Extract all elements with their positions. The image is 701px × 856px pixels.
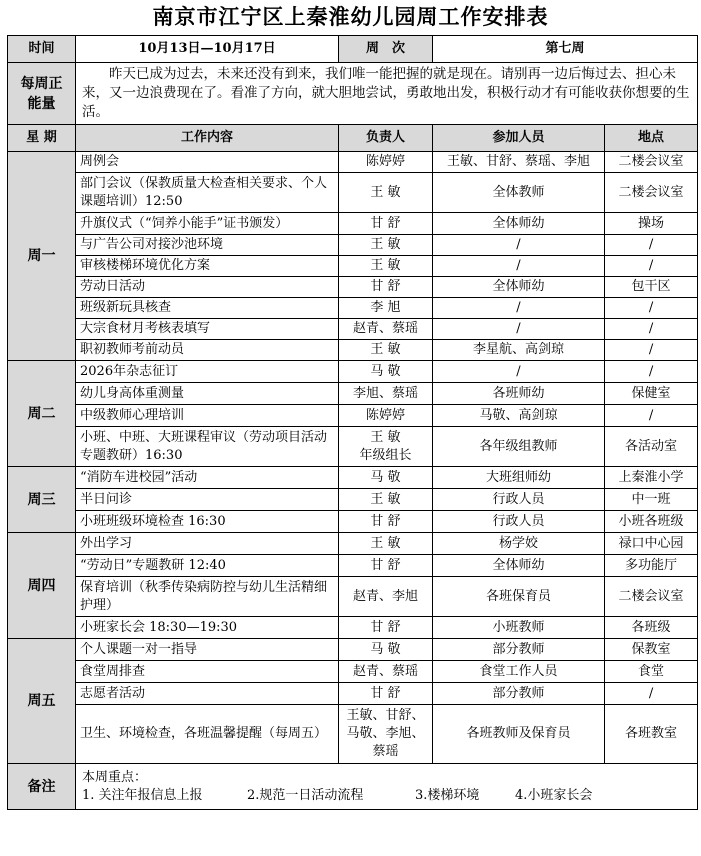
task-location: 二楼会议室 <box>605 173 698 213</box>
notes-item: 2.规范一日活动流程 <box>247 787 364 803</box>
task-location: / <box>605 361 698 383</box>
table-row <box>8 683 698 705</box>
motto-label: 每周正能量 <box>8 63 76 125</box>
col-day: 星 期 <box>8 125 76 152</box>
task-owner: 甘 舒 <box>339 511 433 533</box>
table-row <box>8 213 698 235</box>
task-owner: 李 旭 <box>339 298 433 319</box>
task-location: 包干区 <box>605 277 698 298</box>
task-participants: / <box>433 235 605 256</box>
task-participants: 部分教师 <box>433 683 605 705</box>
task-participants: 全体师幼 <box>433 555 605 577</box>
task-owner: 赵青、李旭 <box>339 577 433 617</box>
task-content: 升旗仪式（“饲养小能手”证书颁发） <box>76 213 339 235</box>
task-participants: 小班教师 <box>433 617 605 639</box>
notes-label: 备注 <box>8 764 76 810</box>
task-participants: 全体教师 <box>433 173 605 213</box>
task-participants: / <box>433 361 605 383</box>
table-row <box>8 173 698 213</box>
motto-text: 昨天已成为过去，未来还没有到来，我们唯一能把握的就是现在。请别再一边后悔过去、担心未来，又一边浪费现在了。看准了方向，就大胆地尝试，勇敢地出发，积极行动才有可能收获你想要的生活。 <box>76 63 698 125</box>
task-owner: 赵青、蔡瑶 <box>339 661 433 683</box>
table-row <box>8 152 698 173</box>
task-content: 保育培训（秋季传染病防控与幼儿生活精细护理） <box>76 577 339 617</box>
task-participants: 王敏、甘舒、蔡瑶、李旭 <box>433 152 605 173</box>
task-owner: 王 敏 <box>339 533 433 555</box>
col-owner: 负责人 <box>339 125 433 152</box>
task-participants: 全体师幼 <box>433 277 605 298</box>
table-row <box>8 617 698 639</box>
table-row <box>8 298 698 319</box>
task-location: / <box>605 683 698 705</box>
notes-item: 3.楼梯环境 <box>415 787 480 803</box>
task-owner: 甘 舒 <box>339 213 433 235</box>
task-owner: 赵青、蔡瑶 <box>339 319 433 340</box>
task-location: 操场 <box>605 213 698 235</box>
task-owner: 甘 舒 <box>339 683 433 705</box>
task-location: 保教室 <box>605 639 698 661</box>
task-location: 禄口中心园 <box>605 533 698 555</box>
task-content: 卫生、环境检查，各班温馨提醒（每周五） <box>76 705 339 764</box>
task-participants: 食堂工作人员 <box>433 661 605 683</box>
task-participants: 马敬、高剑琼 <box>433 405 605 427</box>
task-content: 审核楼梯环境优化方案 <box>76 256 339 277</box>
task-location: / <box>605 319 698 340</box>
task-participants: 行政人员 <box>433 511 605 533</box>
task-content: 外出学习 <box>76 533 339 555</box>
task-owner: 甘 舒 <box>339 555 433 577</box>
notes-row <box>8 764 698 810</box>
table-row <box>8 340 698 361</box>
notes-item: 4.小班家长会 <box>515 787 593 803</box>
table-row <box>8 533 698 555</box>
col-content: 工作内容 <box>76 125 339 152</box>
task-content: 个人课题一对一指导 <box>76 639 339 661</box>
task-owner: 王敏、甘舒、马敬、李旭、蔡瑶 <box>339 705 433 764</box>
task-content: 小班班级环境检查 16:30 <box>76 511 339 533</box>
task-owner: 陈婷婷 <box>339 405 433 427</box>
table-row <box>8 577 698 617</box>
task-owner: 王 敏 <box>339 489 433 511</box>
task-location: 小班各班级 <box>605 511 698 533</box>
day-label: 周四 <box>8 533 76 639</box>
schedule-table <box>7 35 698 810</box>
task-location: 二楼会议室 <box>605 152 698 173</box>
table-row <box>8 705 698 764</box>
task-content: 劳动日活动 <box>76 277 339 298</box>
header-row <box>8 36 698 63</box>
page-title: 南京市江宁区上秦淮幼儿园周工作安排表 <box>152 4 549 29</box>
table-row <box>8 235 698 256</box>
task-location: 各活动室 <box>605 427 698 467</box>
task-participants: 李星航、高剑琼 <box>433 340 605 361</box>
task-location: 中一班 <box>605 489 698 511</box>
task-participants: 各班保育员 <box>433 577 605 617</box>
motto-row <box>8 63 698 125</box>
task-participants: 各年级组教师 <box>433 427 605 467</box>
task-owner: 陈婷婷 <box>339 152 433 173</box>
day-label: 周二 <box>8 361 76 467</box>
task-content: “消防车进校园”活动 <box>76 467 339 489</box>
task-participants: / <box>433 319 605 340</box>
task-participants: / <box>433 298 605 319</box>
table-row <box>8 427 698 467</box>
col-participants: 参加人员 <box>433 125 605 152</box>
task-content: 2026年杂志征订 <box>76 361 339 383</box>
notes-heading: 本周重点： <box>82 769 148 785</box>
task-owner: 王 敏 年级组长 <box>339 427 433 467</box>
task-participants: 各班教师及保育员 <box>433 705 605 764</box>
table-row <box>8 489 698 511</box>
day-label: 周一 <box>8 152 76 361</box>
task-owner: 王 敏 <box>339 256 433 277</box>
task-participants: 全体师幼 <box>433 213 605 235</box>
task-content: 与广告公司对接沙池环境 <box>76 235 339 256</box>
table-row <box>8 277 698 298</box>
task-participants: 部分教师 <box>433 639 605 661</box>
notes-content <box>76 764 698 810</box>
task-location: / <box>605 405 698 427</box>
task-location: / <box>605 298 698 319</box>
task-owner: 马 敬 <box>339 639 433 661</box>
time-label: 时间 <box>8 36 76 63</box>
table-row <box>8 639 698 661</box>
task-content: 职初教师考前动员 <box>76 340 339 361</box>
task-content: “劳动日”专题教研 12:40 <box>76 555 339 577</box>
task-location: 各班级 <box>605 617 698 639</box>
task-content: 周例会 <box>76 152 339 173</box>
task-participants: / <box>433 256 605 277</box>
table-row <box>8 256 698 277</box>
task-content: 半日问诊 <box>76 489 339 511</box>
task-owner: 马 敬 <box>339 467 433 489</box>
task-content: 中级教师心理培训 <box>76 405 339 427</box>
task-participants: 杨学姣 <box>433 533 605 555</box>
task-owner: 甘 舒 <box>339 277 433 298</box>
col-location: 地点 <box>605 125 698 152</box>
table-row <box>8 319 698 340</box>
date-range: 10月13日—10月17日 <box>76 36 339 63</box>
task-location: 食堂 <box>605 661 698 683</box>
task-participants: 各班师幼 <box>433 383 605 405</box>
task-content: 幼儿身高体重测量 <box>76 383 339 405</box>
task-owner: 王 敏 <box>339 340 433 361</box>
task-content: 班级新玩具核查 <box>76 298 339 319</box>
table-row <box>8 467 698 489</box>
task-content: 小班、中班、大班课程审议（劳动项目活动专题教研）16:30 <box>76 427 339 467</box>
table-row <box>8 511 698 533</box>
table-row <box>8 361 698 383</box>
task-content: 志愿者活动 <box>76 683 339 705</box>
week-label: 周 次 <box>339 36 433 63</box>
table-row <box>8 661 698 683</box>
table-row <box>8 405 698 427</box>
task-location: 二楼会议室 <box>605 577 698 617</box>
task-participants: 行政人员 <box>433 489 605 511</box>
task-content: 小班家长会 18:30—19:30 <box>76 617 339 639</box>
task-owner: 马 敬 <box>339 361 433 383</box>
task-owner: 王 敏 <box>339 235 433 256</box>
task-location: 各班教室 <box>605 705 698 764</box>
notes-items <box>82 787 691 805</box>
task-location: / <box>605 256 698 277</box>
day-label: 周三 <box>8 467 76 533</box>
task-location: 多功能厅 <box>605 555 698 577</box>
task-participants: 大班组师幼 <box>433 467 605 489</box>
task-location: 保健室 <box>605 383 698 405</box>
table-row <box>8 383 698 405</box>
task-owner: 李旭、蔡瑶 <box>339 383 433 405</box>
notes-item: 1. 关注年报信息上报 <box>82 787 203 803</box>
week-value: 第七周 <box>433 36 698 63</box>
task-content: 食堂周排查 <box>76 661 339 683</box>
task-content: 大宗食材月考核表填写 <box>76 319 339 340</box>
column-header-row <box>8 125 698 152</box>
task-content: 部门会议（保教质量大检查相关要求、个人课题培训）12:50 <box>76 173 339 213</box>
task-location: / <box>605 340 698 361</box>
day-label: 周五 <box>8 639 76 764</box>
task-owner: 甘 舒 <box>339 617 433 639</box>
table-row <box>8 555 698 577</box>
task-location: 上秦淮小学 <box>605 467 698 489</box>
task-owner: 王 敏 <box>339 173 433 213</box>
task-location: / <box>605 235 698 256</box>
